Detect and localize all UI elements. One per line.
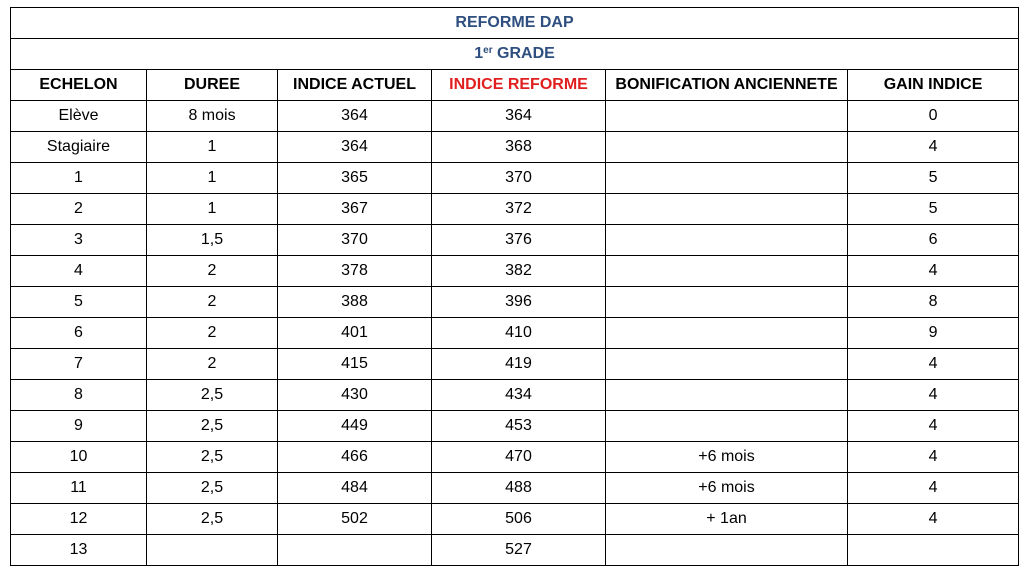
indice-actuel-cell: 370 (278, 225, 432, 256)
table-subtitle (11, 39, 1019, 70)
indice-reforme-cell: 527 (432, 535, 606, 566)
duree-cell: 2 (147, 349, 278, 380)
gain-indice-cell: 5 (848, 194, 1019, 225)
header-indice-actuel: INDICE ACTUEL (278, 70, 432, 101)
indice-reforme-cell: 372 (432, 194, 606, 225)
echelon-cell: Stagiaire (11, 132, 147, 163)
table-row (11, 101, 1019, 132)
duree-cell: 8 mois (147, 101, 278, 132)
subtitle-suffix: GRADE (492, 45, 555, 62)
indice-reforme-cell: 396 (432, 287, 606, 318)
gain-indice-cell: 4 (848, 349, 1019, 380)
bonification-cell: + 1an (606, 504, 848, 535)
indice-actuel-cell: 401 (278, 318, 432, 349)
header-bonification: BONIFICATION ANCIENNETE (606, 70, 848, 101)
gain-indice-cell: 6 (848, 225, 1019, 256)
bonification-cell (606, 349, 848, 380)
echelon-cell: 5 (11, 287, 147, 318)
indice-reforme-cell: 376 (432, 225, 606, 256)
subtitle-sup: er (483, 45, 493, 56)
bonification-cell (606, 411, 848, 442)
duree-cell (147, 535, 278, 566)
duree-cell: 1 (147, 163, 278, 194)
duree-cell: 2 (147, 318, 278, 349)
header-row (11, 70, 1019, 101)
indice-actuel-cell: 365 (278, 163, 432, 194)
indice-reforme-cell: 488 (432, 473, 606, 504)
duree-cell: 2 (147, 287, 278, 318)
duree-cell: 1,5 (147, 225, 278, 256)
duree-cell: 2,5 (147, 380, 278, 411)
table-row (11, 194, 1019, 225)
echelon-cell: 12 (11, 504, 147, 535)
indice-reforme-cell: 419 (432, 349, 606, 380)
indice-actuel-cell: 502 (278, 504, 432, 535)
table-row (11, 504, 1019, 535)
gain-indice-cell: 4 (848, 256, 1019, 287)
table-row (11, 349, 1019, 380)
echelon-cell: 9 (11, 411, 147, 442)
indice-actuel-cell: 430 (278, 380, 432, 411)
bonification-cell: +6 mois (606, 442, 848, 473)
bonification-cell (606, 256, 848, 287)
table-row (11, 163, 1019, 194)
table-row (11, 287, 1019, 318)
bonification-cell (606, 535, 848, 566)
title-row (11, 8, 1019, 39)
echelon-cell: 10 (11, 442, 147, 473)
indice-actuel-cell: 364 (278, 132, 432, 163)
duree-cell: 2,5 (147, 473, 278, 504)
gain-indice-cell: 9 (848, 318, 1019, 349)
gain-indice-cell: 0 (848, 101, 1019, 132)
header-gain-indice: GAIN INDICE (848, 70, 1019, 101)
bonification-cell: +6 mois (606, 473, 848, 504)
table-row (11, 535, 1019, 566)
bonification-cell (606, 225, 848, 256)
gain-indice-cell: 4 (848, 411, 1019, 442)
indice-reforme-cell: 370 (432, 163, 606, 194)
indice-reforme-cell: 364 (432, 101, 606, 132)
header-duree: DUREE (147, 70, 278, 101)
indice-actuel-cell: 364 (278, 101, 432, 132)
reforme-table-container (10, 7, 1018, 566)
duree-cell: 1 (147, 132, 278, 163)
gain-indice-cell: 5 (848, 163, 1019, 194)
bonification-cell (606, 101, 848, 132)
bonification-cell (606, 163, 848, 194)
gain-indice-cell: 8 (848, 287, 1019, 318)
echelon-cell: 13 (11, 535, 147, 566)
indice-reforme-cell: 434 (432, 380, 606, 411)
table-row (11, 411, 1019, 442)
echelon-cell: 4 (11, 256, 147, 287)
indice-reforme-cell: 382 (432, 256, 606, 287)
bonification-cell (606, 194, 848, 225)
indice-reforme-cell: 368 (432, 132, 606, 163)
duree-cell: 1 (147, 194, 278, 225)
gain-indice-cell: 4 (848, 132, 1019, 163)
table-row (11, 380, 1019, 411)
gain-indice-cell: 4 (848, 473, 1019, 504)
echelon-cell: 7 (11, 349, 147, 380)
bonification-cell (606, 318, 848, 349)
echelon-cell: 8 (11, 380, 147, 411)
indice-actuel-cell: 415 (278, 349, 432, 380)
table-row (11, 318, 1019, 349)
table-row (11, 473, 1019, 504)
echelon-cell: Elève (11, 101, 147, 132)
indice-actuel-cell (278, 535, 432, 566)
indice-actuel-cell: 378 (278, 256, 432, 287)
echelon-cell: 11 (11, 473, 147, 504)
indice-actuel-cell: 367 (278, 194, 432, 225)
table-row (11, 132, 1019, 163)
indice-reforme-cell: 410 (432, 318, 606, 349)
table-title: REFORME DAP (11, 8, 1019, 39)
table-row (11, 256, 1019, 287)
gain-indice-cell: 4 (848, 504, 1019, 535)
indice-reforme-cell: 470 (432, 442, 606, 473)
indice-actuel-cell: 449 (278, 411, 432, 442)
table-row (11, 225, 1019, 256)
header-indice-reforme: INDICE REFORME (432, 70, 606, 101)
duree-cell: 2,5 (147, 411, 278, 442)
table-row (11, 442, 1019, 473)
duree-cell: 2,5 (147, 442, 278, 473)
indice-reforme-cell: 453 (432, 411, 606, 442)
gain-indice-cell (848, 535, 1019, 566)
indice-reforme-cell: 506 (432, 504, 606, 535)
gain-indice-cell: 4 (848, 442, 1019, 473)
subtitle-prefix: 1 (474, 45, 484, 62)
bonification-cell (606, 132, 848, 163)
echelon-cell: 3 (11, 225, 147, 256)
indice-actuel-cell: 388 (278, 287, 432, 318)
indice-actuel-cell: 466 (278, 442, 432, 473)
duree-cell: 2,5 (147, 504, 278, 535)
echelon-cell: 2 (11, 194, 147, 225)
duree-cell: 2 (147, 256, 278, 287)
echelon-cell: 6 (11, 318, 147, 349)
bonification-cell (606, 380, 848, 411)
subtitle-row (11, 39, 1019, 70)
echelon-cell: 1 (11, 163, 147, 194)
header-echelon: ECHELON (11, 70, 147, 101)
reforme-table (10, 7, 1019, 566)
bonification-cell (606, 287, 848, 318)
indice-actuel-cell: 484 (278, 473, 432, 504)
gain-indice-cell: 4 (848, 380, 1019, 411)
